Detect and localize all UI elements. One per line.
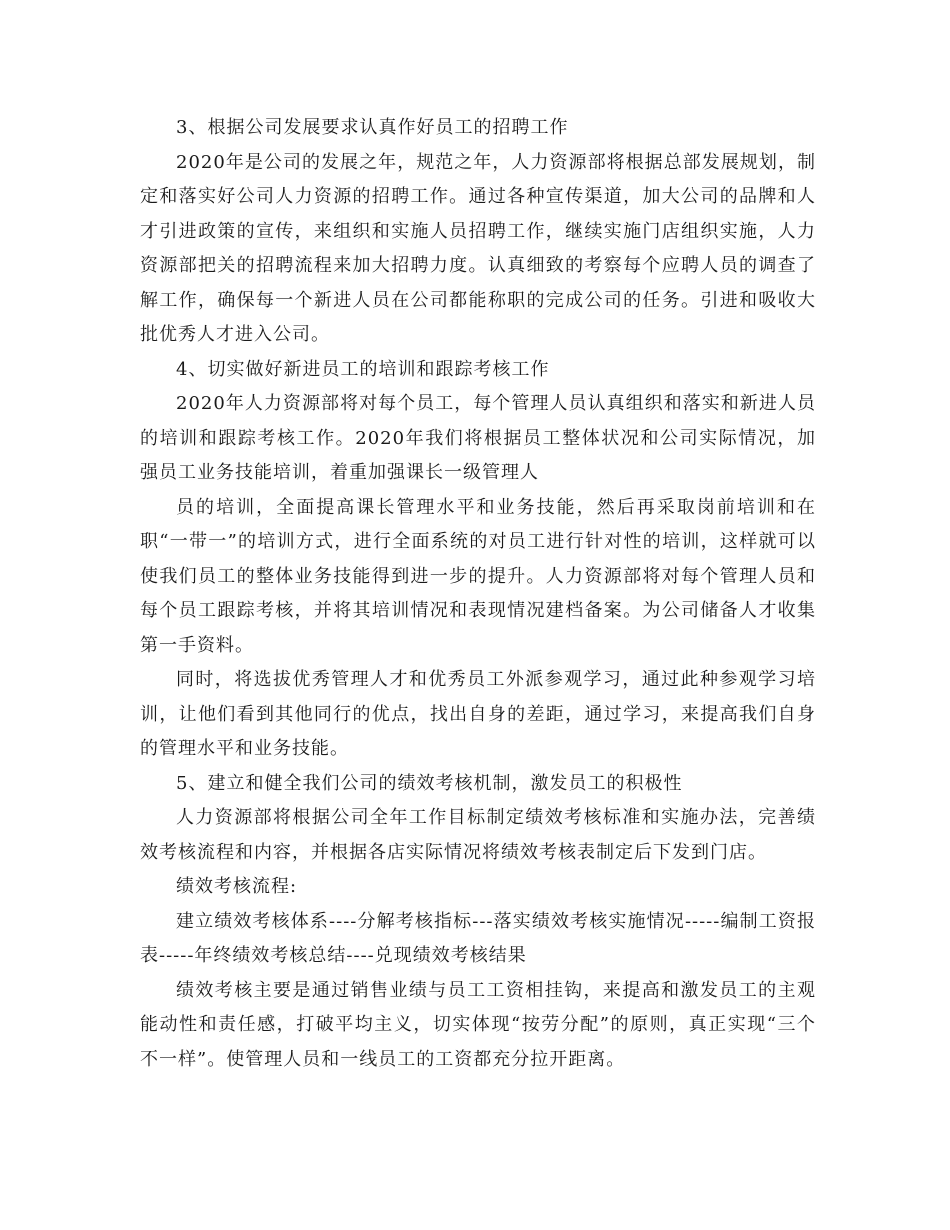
paragraph: 绩效考核流程: [176,876,298,897]
section-heading-3: 3、根据公司发展要求认真作好员工的招聘工作 [176,117,569,138]
paragraph: 2020年是公司的发展之年，规范之年，人力资源部将根据总部发展规划，制定和落实好公司人力资源的招聘工作。通过各种宣传渠道，加大公司的品牌和人才引进政策的宣传，来组织和实施人员招聘工作，继续实施门店组织实施，人力资源部把关的招聘流程来加大招聘力度。认真细致的考察每个应聘人员的调查了解工作，确保每一个新进人员在公司都能称职的完成公司的任务。引进和吸收大批优秀人才进入公司。 [140,151,816,345]
document-body [140,111,816,1077]
section-heading-5: 5、建立和健全我们公司的绩效考核机制，激发员工的积极性 [176,772,683,794]
paragraph: 建立绩效考核体系----分解考核指标---落实绩效考核实施情况-----编制工资报表-----年终绩效考核总结----兑现绩效考核结果 [140,910,816,966]
section-heading-4: 4、切实做好新进员工的培训和跟踪考核工作 [176,358,550,380]
paragraph: 绩效考核主要是通过销售业绩与员工工资相挂钩，来提高和激发员工的主观能动性和责任感，打破平均主义，切实体现“按劳分配”的原则，真正实现“三个不一样”。使管理人员和一线员工的工资都充分拉开距离。 [140,979,816,1070]
paragraph: 同时，将选拔优秀管理人才和优秀员工外派参观学习，通过此种参观学习培训，让他们看到其他同行的优点，找出自身的差距，通过学习，来提高我们自身的管理水平和业务技能。 [140,669,816,759]
paragraph: 员的培训，全面提高课长管理水平和业务技能，然后再采取岗前培训和在职“一带一”的培训方式，进行全面系统的对员工进行针对性的培训，这样就可以使我们员工的整体业务技能得到进一步的提升。人力资源部将对每个管理人员和每个员工跟踪考核，并将其培训情况和表现情况建档备案。为公司储备人才收集第一手资料。 [140,496,816,656]
paragraph: 人力资源部将根据公司全年工作目标制定绩效考核标准和实施办法，完善绩效考核流程和内容，并根据各店实际情况将绩效考核表制定后下发到门店。 [140,807,816,863]
paragraph: 2020年人力资源部将对每个员工，每个管理人员认真组织和落实和新进人员的培训和跟踪考核工作。2020年我们将根据员工整体状况和公司实际情况，加强员工业务技能培训，着重加强课长一级管理人 [140,393,816,483]
